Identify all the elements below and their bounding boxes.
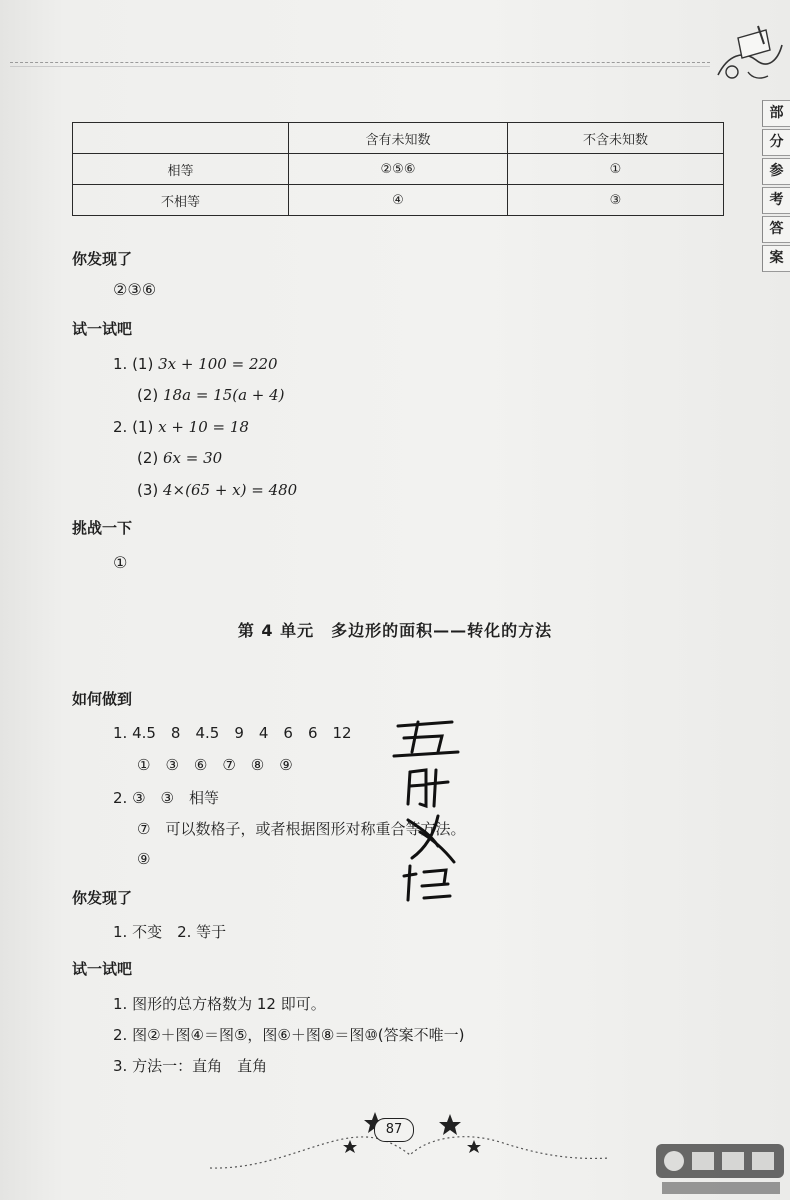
equation-expr: 4×(65 + x) = 480 bbox=[163, 481, 298, 499]
handwritten-annotation-icon bbox=[390, 716, 470, 906]
equation-label: (2) bbox=[137, 449, 164, 467]
equation-2-3 bbox=[137, 481, 297, 499]
table-row bbox=[73, 154, 724, 185]
section-heading-how: 如何做到 bbox=[72, 690, 133, 708]
equation-expr: x + 10 = 18 bbox=[158, 418, 249, 436]
site-watermark-logo-icon bbox=[652, 1140, 788, 1198]
side-tab: 分 bbox=[762, 129, 790, 156]
classification-table bbox=[72, 122, 724, 216]
table-header-cell: 含有未知数 bbox=[289, 123, 508, 154]
section-heading-discover-2: 你发现了 bbox=[72, 889, 133, 907]
equation-expr: 6x = 30 bbox=[163, 449, 223, 467]
section-heading-try-2: 试一试吧 bbox=[72, 960, 133, 978]
table-header-cell: 不含未知数 bbox=[508, 123, 724, 154]
answer-line: ⑨ bbox=[137, 850, 151, 868]
table-header-cell bbox=[73, 123, 289, 154]
answer-line: ① ③ ⑥ ⑦ ⑧ ⑨ bbox=[137, 756, 293, 774]
header-rule bbox=[10, 66, 710, 67]
equation-1-1 bbox=[113, 355, 278, 373]
equation-label: (3) bbox=[137, 481, 164, 499]
side-tab: 参 bbox=[762, 158, 790, 185]
table-header-row bbox=[73, 123, 724, 154]
answer-line: 2. ③ ③ 相等 bbox=[113, 789, 219, 807]
answer-line: 1. 4.5 8 4.5 9 4 6 6 12 bbox=[113, 724, 352, 742]
side-tab: 考 bbox=[762, 187, 790, 214]
table-cell: 相等 bbox=[73, 154, 289, 185]
footer-decoration-icon bbox=[210, 1100, 610, 1180]
equation-1-2 bbox=[137, 386, 285, 404]
side-tab: 案 bbox=[762, 245, 790, 272]
equation-2-2 bbox=[137, 449, 222, 467]
table-cell: ④ bbox=[289, 185, 508, 216]
equation-expr: 18a = 15(a + 4) bbox=[163, 386, 285, 404]
table-row bbox=[73, 185, 724, 216]
answer-line: 2. 图②＋图④＝图⑤，图⑥＋图⑧＝图⑩(答案不唯一) bbox=[113, 1026, 465, 1044]
table-cell: ②⑤⑥ bbox=[289, 154, 508, 185]
answer-line: 1. 图形的总方格数为 12 即可。 bbox=[113, 995, 326, 1013]
table-cell: 不相等 bbox=[73, 185, 289, 216]
corner-doodle-icon bbox=[708, 20, 788, 90]
answer-line: ⑦ 可以数格子，或者根据图形对称重合等方法。 bbox=[137, 820, 466, 838]
equation-expr: 3x + 100 = 220 bbox=[158, 355, 278, 373]
table-cell: ① bbox=[508, 154, 724, 185]
table-cell: ③ bbox=[508, 185, 724, 216]
answer-line: 3. 方法一：直角 直角 bbox=[113, 1057, 268, 1075]
equation-label: (2) bbox=[137, 386, 164, 404]
section-heading-challenge: 挑战一下 bbox=[72, 519, 133, 537]
answer-challenge: ① bbox=[113, 553, 128, 572]
unit-title: 第 4 单元 多边形的面积——转化的方法 bbox=[237, 621, 553, 640]
side-tab: 答 bbox=[762, 216, 790, 243]
answer-discover: ②③⑥ bbox=[113, 280, 157, 299]
page-number: 87 bbox=[374, 1118, 414, 1142]
equation-label: 2. (1) bbox=[113, 418, 159, 436]
section-heading-discover: 你发现了 bbox=[72, 250, 133, 268]
header-dashed-rule bbox=[10, 62, 710, 63]
side-tab: 部 bbox=[762, 100, 790, 127]
answer-discover-2: 1. 不变 2. 等于 bbox=[113, 923, 227, 941]
equation-2-1 bbox=[113, 418, 249, 436]
side-tab-strip bbox=[762, 100, 790, 274]
equation-label: 1. (1) bbox=[113, 355, 159, 373]
section-heading-try: 试一试吧 bbox=[72, 320, 133, 338]
